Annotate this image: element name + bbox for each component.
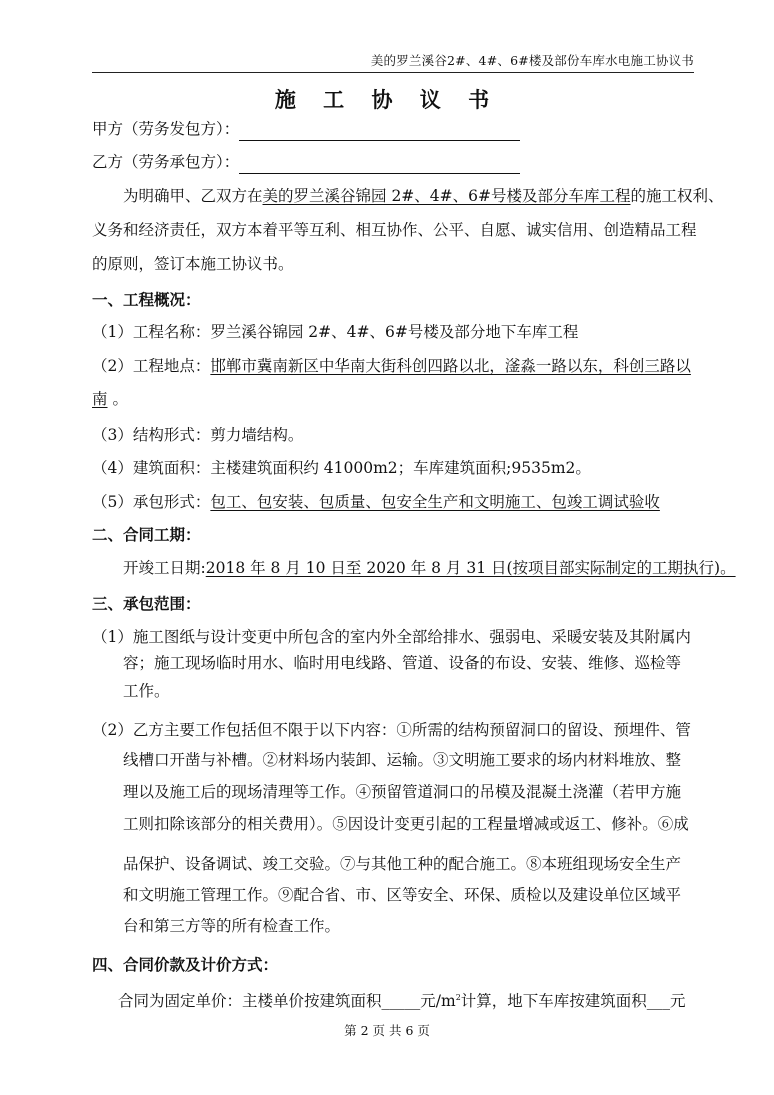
contract-form-line <box>92 490 694 514</box>
location-end: 。 <box>107 390 128 408</box>
pricing-unit: 元/m <box>420 992 456 1011</box>
pricing-text: 合同为固定单价：主楼单价按建筑面积 <box>118 992 382 1011</box>
intro-text: 的施工权利、 <box>630 187 724 205</box>
location-label: （2）工程地点： <box>92 357 211 375</box>
scope-item-2-line: 台和第三方等的所有检查工作。 <box>123 917 341 935</box>
intro-line-3: 的原则，签订本施工协议书。 <box>92 255 294 273</box>
intro-line-2: 义务和经济责任，双方本着平等互利、相互协作、公平、自愿、诚实信用、创造精品工程 <box>92 221 697 239</box>
scope-item-1-line: 工作。 <box>123 682 170 700</box>
project-name-underlined: 美的罗兰溪谷锦园 2#、4#、6#号楼及部分车库工程 <box>262 187 631 205</box>
schedule-value: 2018 年 8 月 10 日至 2020 年 8 月 31 日(按项目部实际制定的工期执行)。 <box>205 559 736 577</box>
header-rule <box>92 72 694 73</box>
project-location-line-2 <box>92 387 694 411</box>
party-a-label: 甲方（劳务发包方）： <box>92 120 240 138</box>
contract-form-label: （5）承包形式： <box>92 493 211 511</box>
section-4-heading: 四、合同价款及计价方式： <box>92 956 279 974</box>
scope-item-2-line: 工则扣除该部分的相关费用）。⑤因设计变更引起的工程量增减或返工、修补。⑥成 <box>123 815 689 833</box>
page-number: 第 2 页 共 6 页 <box>344 1023 430 1038</box>
schedule-label: 开竣工日期: <box>123 559 206 577</box>
intro-line-1 <box>92 184 724 208</box>
section-2-heading: 二、合同工期： <box>92 526 201 544</box>
running-header: 美的罗兰溪谷2#、4#、6#楼及部份车库水电施工协议书 <box>370 53 694 68</box>
scope-item-2-line: 理以及施工后的现场清理等工作。④预留管道洞口的吊模及混凝土浇灌（若甲方施 <box>123 783 682 801</box>
unit-price-blank: _____ <box>381 992 421 1011</box>
scope-item-2-line: 线槽口开凿与补槽。②材料场内装卸、运输。③文明施工要求的场内材料堆放、整 <box>123 751 682 769</box>
pricing-text: 计算，地下车库按建筑面积 <box>460 992 647 1011</box>
contract-form-value: 包工、包安装、包质量、包安全生产和文明施工、包竣工调试验收 <box>210 493 660 511</box>
garage-price-blank: ___ <box>646 992 671 1011</box>
pricing-unit-superscript: 2 <box>455 993 461 1002</box>
scope-item-1-line: （1）施工图纸与设计变更中所包含的室内外全部给排水、强弱电、采暖安装及其附属内 <box>92 628 691 646</box>
scope-item-1-line: 容；施工现场临时用水、临时用电线路、管道、设备的布设、安装、维修、巡检等 <box>123 654 682 672</box>
section-1-heading: 一、工程概况： <box>92 291 201 309</box>
pricing-line <box>92 986 694 1013</box>
scope-item-2-line: 和文明施工管理工作。⑨配合省、市、区等安全、环保、质检以及建设单位区域平 <box>123 886 682 904</box>
location-value-cont: 南 <box>92 390 108 408</box>
location-value: 邯郸市冀南新区中华南大街科创四路以北，滏淼一路以东，科创三路以 <box>210 357 691 375</box>
project-name: （1）工程名称：罗兰溪谷锦园 2#、4#、6#号楼及部分地下车库工程 <box>92 323 579 341</box>
document-title: 施 工 协 议 书 <box>274 88 500 112</box>
project-location-line-1 <box>92 354 694 378</box>
party-a-line <box>92 117 694 141</box>
building-area: （4）建筑面积：主楼建筑面积约 41000m2；车库建筑面积;9535m2。 <box>92 459 591 477</box>
party-b-blank <box>239 155 520 174</box>
section-3-heading: 三、承包范围： <box>92 595 201 613</box>
intro-text: 为明确甲、乙双方在 <box>123 187 263 205</box>
schedule-line <box>92 556 736 580</box>
party-b-line <box>92 150 694 174</box>
party-a-blank <box>239 122 520 141</box>
structure-form: （3）结构形式：剪力墙结构。 <box>92 426 304 444</box>
scope-item-2-line: （2）乙方主要工作包括但不限于以下内容：①所需的结构预留洞口的留设、预埋件、管 <box>92 721 691 739</box>
scope-item-2-line: 品保护、设备调试、竣工交验。⑦与其他工种的配合施工。⑧本班组现场安全生产 <box>123 855 682 873</box>
party-b-label: 乙方（劳务承包方）： <box>92 153 240 171</box>
pricing-unit: 元 <box>670 992 686 1011</box>
